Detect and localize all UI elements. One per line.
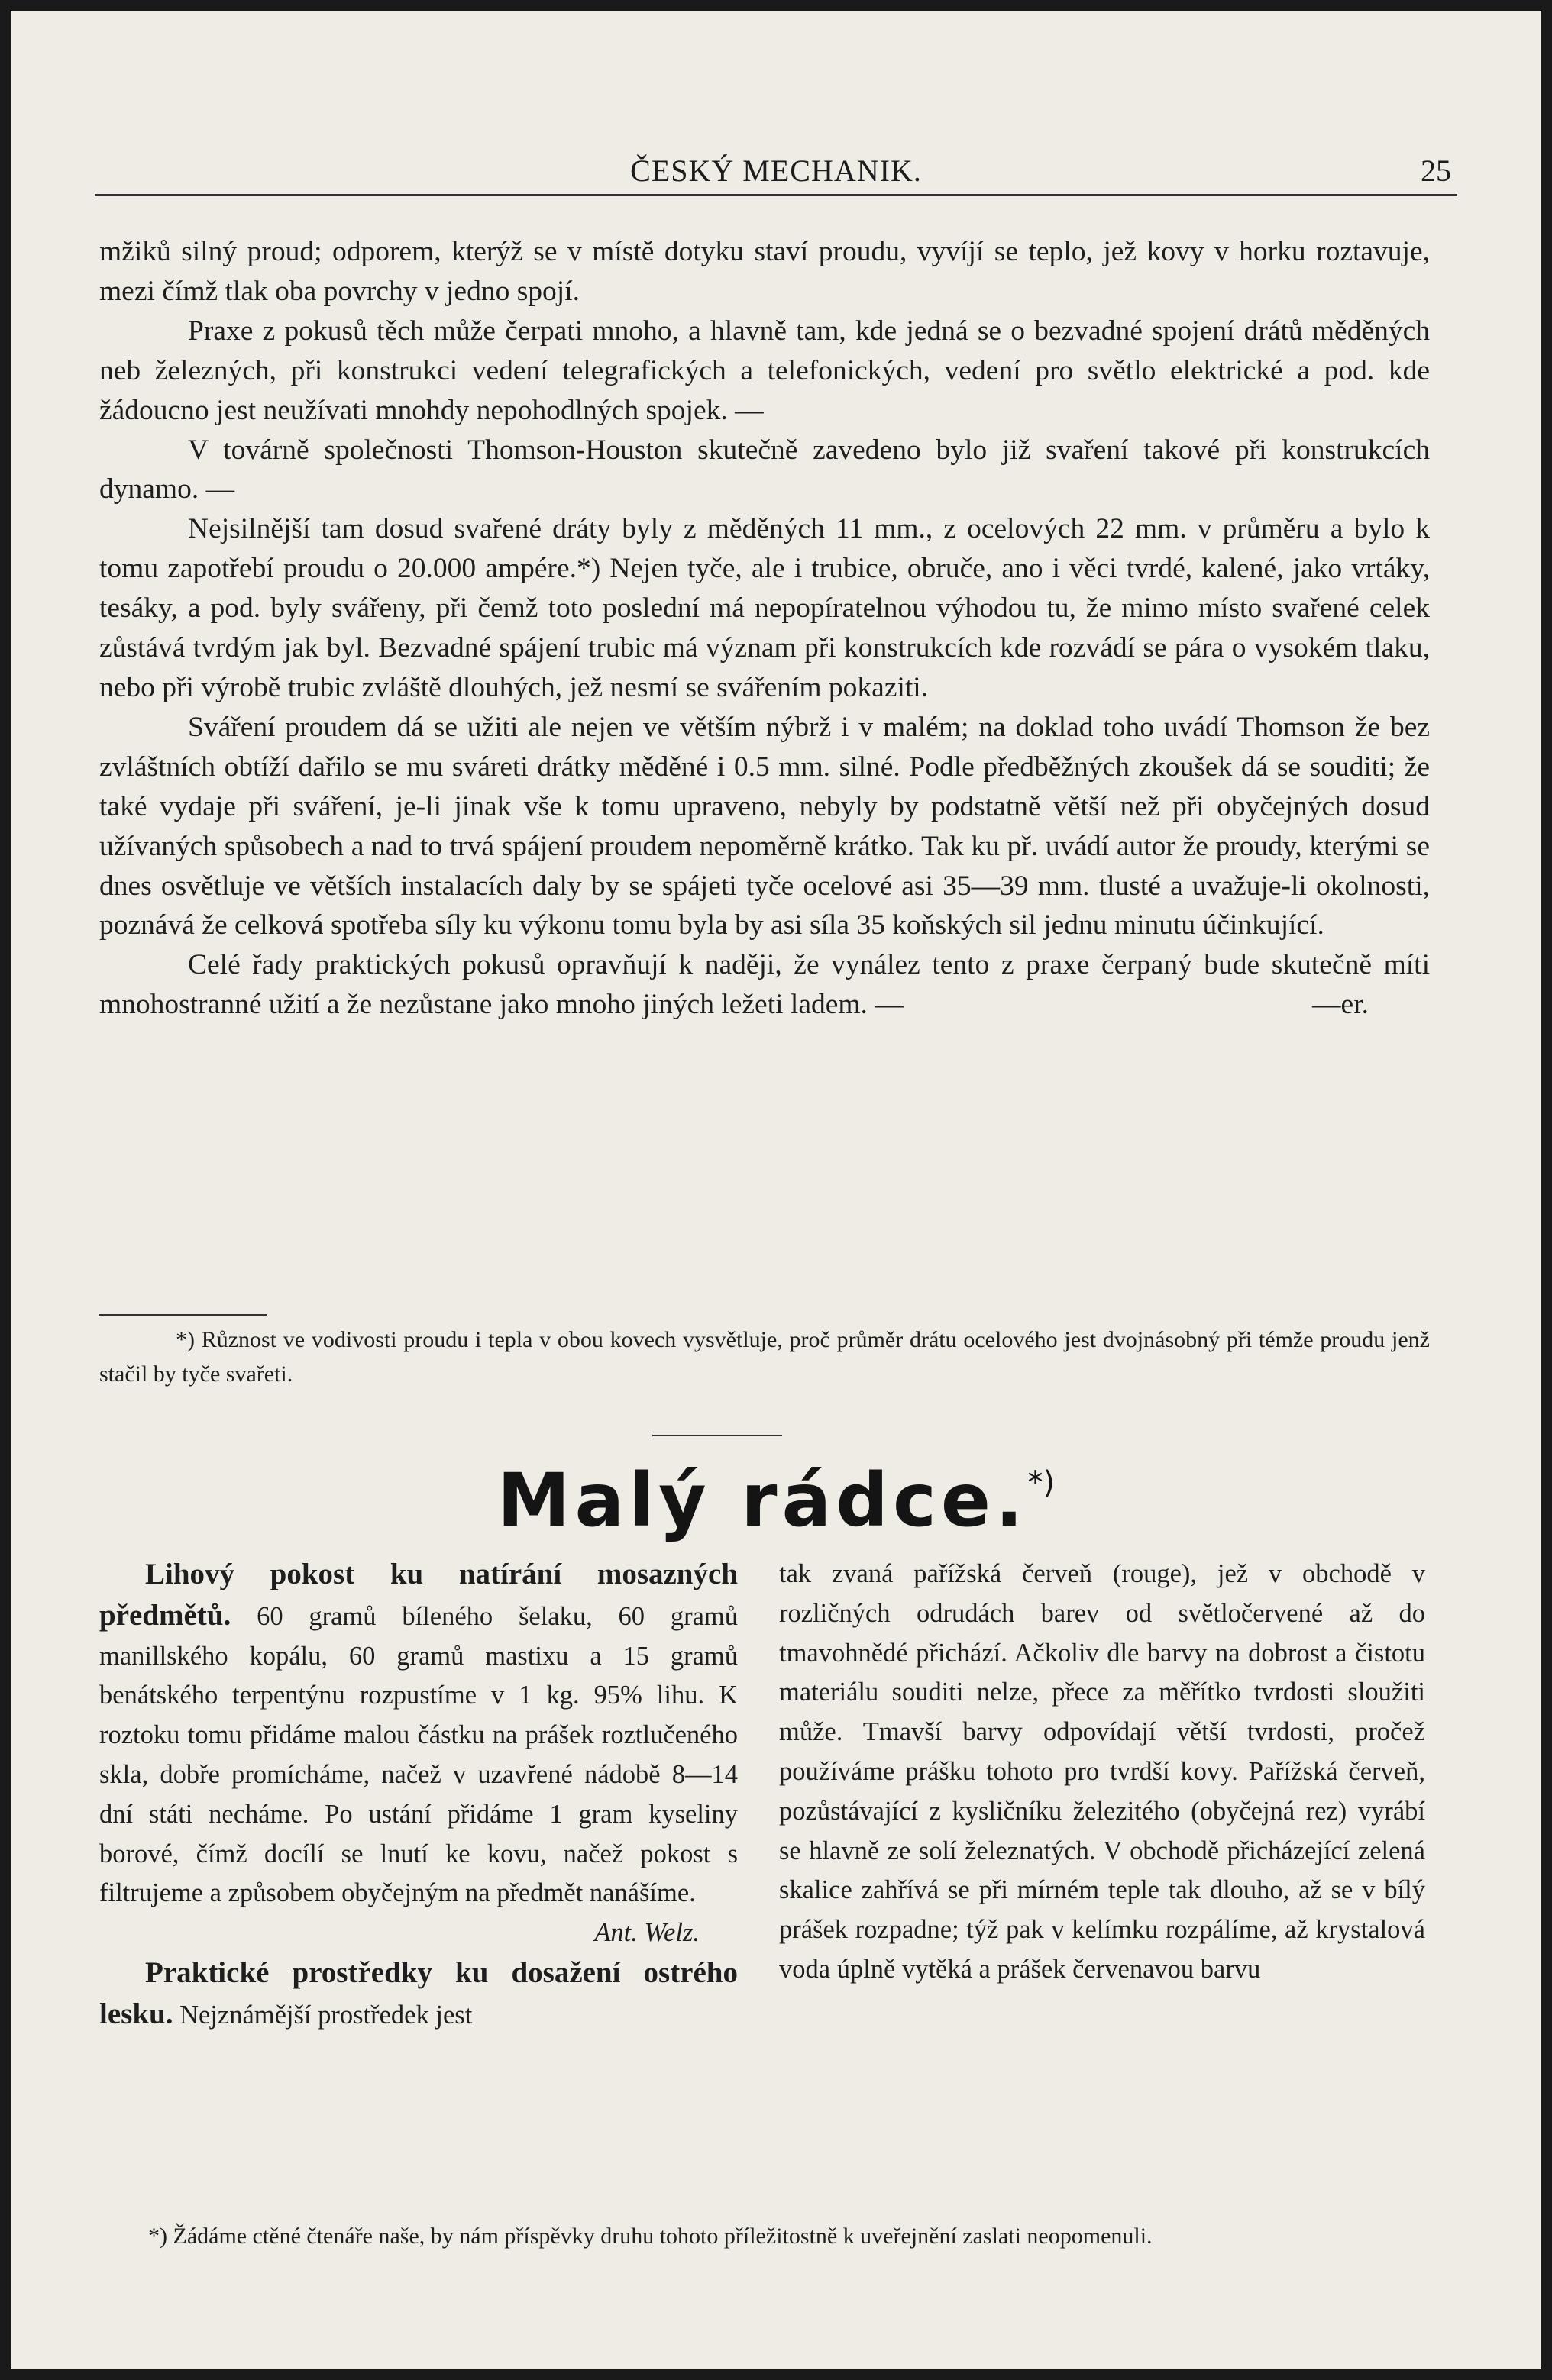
section-heading-text: Malý rádce. bbox=[496, 1458, 1028, 1543]
footnote: *) Žádáme ctěné čtenáře naše, by nám příspěvky druhu tohoto příležitostně k uveřejnění zaslati neopomenuli. bbox=[148, 2223, 1153, 2249]
paragraph: Celé řady praktických pokusů opravňují k naději, že vynález tento z praxe čerpaný bude skutečně míti mnohostranné užití a že nezůstane jako mnoho jiných ležeti ladem. — bbox=[99, 949, 1430, 1021]
paragraph: V továrně společnosti Thomson-Houston skutečně zavedeno bylo již svaření takové při konstrukcích dynamo. — bbox=[99, 434, 1430, 505]
footnote-rule bbox=[99, 1314, 267, 1316]
section-heading-mark: *) bbox=[1027, 1465, 1056, 1500]
recipe-heading: Praktické prostředky ku dosažení ostrého lesku. bbox=[99, 1955, 738, 2030]
paragraph: Sváření proudem dá se užiti ale nejen ve větším nýbrž i v malém; na doklad toho uvádí Thomson že bez zvláštních obtíží dařilo se mu sváreti drátky měděné i 0.5 mm. silné. Podle předběžných zkoušek dá se souditi; že také vydaje při sváření, je-li jinak vše k tomu upraveno, nebyly by podstatně větší než při obyčejných dosud užívaných spůsobech a nad to trvá spájení proudem nepoměrně krátko. Tak ku př. uvádí autor že proudy, kterými se dnes osvětluje ve větších instalacích daly by se spájeti tyče ocelové asi 35—39 mm. tlusté a uvažuje-li okolnosti, poznává že celková spotřeba síly ku výkonu tomu byla by asi síla 35 koňských sil jednu minutu účinkující. bbox=[99, 711, 1430, 941]
recipe-signature: Ant. Welz. bbox=[594, 1918, 700, 1948]
paragraph: Praxe z pokusů těch může čerpati mnoho, a hlavně tam, kde jedná se o bezvadné spojení drátů měděných neb železných, při konstrukci vedení telegrafických a telefonických, vedení pro světlo elektrické a pod. kde žádoucno jest neužívati mnohdy nepohodlných spojek. — bbox=[99, 315, 1430, 426]
footnote: *) Různost ve vodivosti proudu i tepla v obou kovech vysvětluje, proč průměr drátu ocelového jest dvojnásobný při témže proudu jenž stačil by tyče svařeti. bbox=[99, 1327, 1430, 1387]
recipe-heading: Lihový pokost ku natírání mosazných předmětů. bbox=[99, 1558, 738, 1632]
article-signature: —er. bbox=[1312, 989, 1369, 1021]
page bbox=[11, 11, 1541, 2369]
article-body bbox=[99, 232, 1430, 1025]
left-column bbox=[99, 1555, 738, 2036]
recipe-text: 60 gramů bíleného šelaku, 60 gramů manillského kopálu, 60 gramů mastixu a 15 gramů benátského terpentýnu rozpustíme v 1 kg. 95% lihu. K roztoku tomu přidáme malou částku na prášek roztlučeného skla, dobře promícháme, načež v uzavřené nádobě 8—14 dní státi necháme. Po ustání přidáme 1 gram kyseliny borové, čímž docílí se lnutí ke kovu, načež pokost s filtrujeme a způsobem obyčejným na předmět nanášíme. bbox=[99, 1601, 738, 1908]
paragraph: mžiků silný proud; odporem, kterýž se v místě dotyku staví proudu, vyvíjí se teplo, jež kovy v horku roztavuje, mezi čímž tlak oba povrchy v jedno spojí. bbox=[99, 236, 1430, 307]
recipe-text: tak zvaná pařížská červeň (rouge), jež v obchodě v rozličných odrudách barev od světločervené až do tmavohnědé přichází. Ačkoliv dle barvy na dobrost a čistotu materiálu souditi nelze, přece za měřítko tvrdosti sloužiti může. Tmavší barvy odpovídají větší tvrdosti, pročež používáme prášku tohoto pro tvrdší kovy. Pařížská červeň, pozůstávající z kysličníku železitého (obyčejná rez) vyrábí se hlavně ze solí železnatých. V obchodě přicházející zelená skalice zahřívá se při mírném teple tak dlouho, až se v bílý prášek rozpadne; týž pak v kelímku rozpálíme, až krystalová voda úplně vytěká a prášek červenavou barvu bbox=[779, 1559, 1425, 1984]
section-heading bbox=[11, 1458, 1541, 1543]
recipe-text: Nejznámější prostředek jest bbox=[179, 2000, 473, 2030]
paragraph: Nejsilnější tam dosud svařené dráty byly z měděných 11 mm., z ocelových 22 mm. v průměru a bylo k tomu zapotřebí proudu o 20.000 ampére.*) Nejen tyče, ale i trubice, obruče, ano i věci tvrdé, kalené, jako vrtáky, tesáky, a pod. byly svářeny, při čemž toto poslední má nepopíratelnou výhodou tu, že mimo místo svařené celek zůstává tvrdým jak byl. Bezvadné spájení trubic má význam při konstrukcích kde rozvádí se pára o vysokém tlaku, nebo při výrobě trubic zvláště dlouhých, jež nesmí se svářením pokaziti. bbox=[99, 513, 1430, 703]
right-column bbox=[779, 1555, 1425, 1990]
journal-title: ČESKÝ MECHANIK. bbox=[630, 153, 922, 188]
page-number: 25 bbox=[1421, 153, 1451, 188]
running-header bbox=[95, 148, 1457, 196]
section-divider bbox=[652, 1435, 782, 1436]
